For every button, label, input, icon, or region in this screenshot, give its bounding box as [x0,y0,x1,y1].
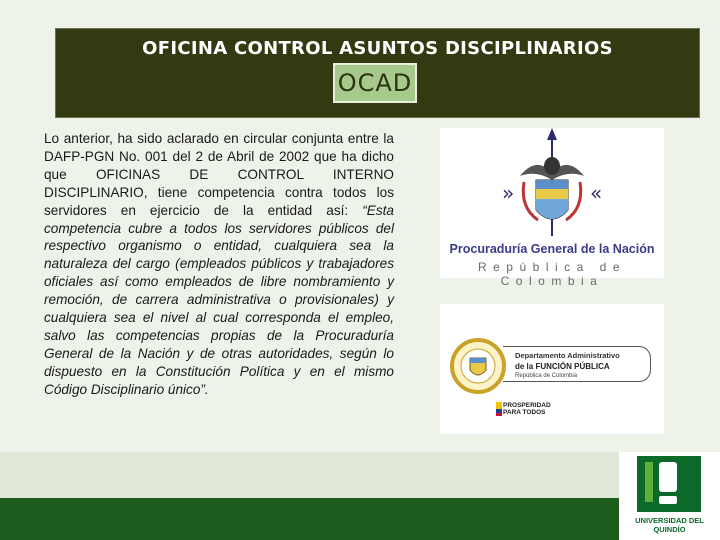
svg-text:»: » [502,181,515,205]
department-line1: Departamento Administrativo [515,351,620,360]
department-line3: República de Colombia [515,373,578,379]
universidad-emblem-icon [619,452,720,514]
svg-text:«: « [590,181,603,205]
page-title: OFICINA CONTROL ASUNTOS DISCIPLINARIOS [142,38,613,59]
seal-icon [448,336,508,396]
funcion-publica-logo [440,304,664,434]
footer-band-light [0,452,720,498]
paragraph-quote: “Esta competencia cubre a todos los servidores públicos del respectivo organismo o entidad, cualquiera sea la naturaleza del cargo (empleados públicos y trabajadores oficiales así como empleados de libre nombramiento y remoción, de carrera administrativa o provisionales) y cualquiera sea el nivel al cual corresponda el empleo, salvo las competencias propias de la Procuraduría General de la Nación y de otras autoridades, según lo dispuesto en la Constitución Política y en el mismo Código Disciplinario único”. [44,202,394,397]
prosperidad-slogan: PROSPERIDAD PARA TODOS [503,402,551,416]
universidad-logo [619,452,720,540]
ocad-badge: OCAD [333,63,417,103]
title-banner [55,28,700,118]
universidad-name: UNIVERSIDAD DEL QUINDÍO [635,516,704,534]
procuraduria-title: Procuraduría General de la Nación [449,242,655,256]
department-line2: de la FUNCIÓN PÚBLICA [515,362,610,371]
prosperidad-flag-icon [496,402,502,416]
procuraduria-subtitle: República de Colombia [477,260,627,288]
footer-band-dark [0,498,720,540]
paragraph-text: Lo anterior, ha sido aclarado en circular conjunta entre la DAFP-PGN No. 001 del 2 de Abril de 2002 que ha dicho que OFICINAS DE CONTROL INTERNO DISCIPLINARIO, tiene competencia contra todos los servidores en ejercicio de la entidad así: [44,131,394,218]
body-paragraph [44,130,394,399]
procuraduria-logo [440,128,664,288]
coat-of-arms-icon [440,128,664,240]
